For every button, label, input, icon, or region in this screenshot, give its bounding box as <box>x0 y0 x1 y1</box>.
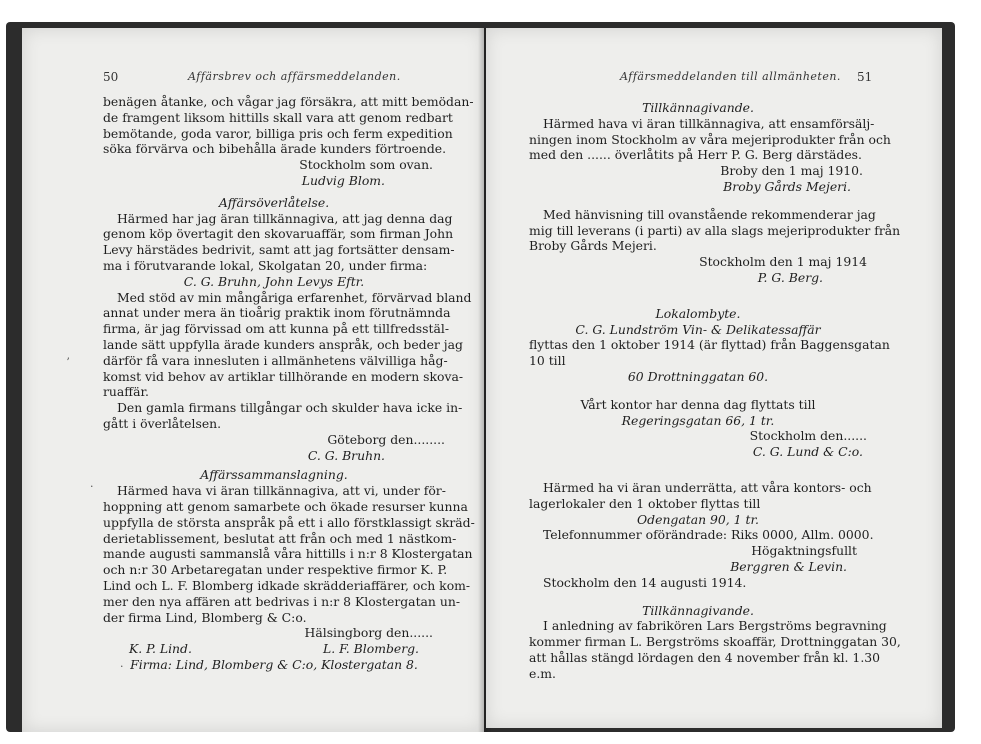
left-page-number: 50 <box>103 70 119 84</box>
right-running-head: Affärsmeddelanden till allmänheten. <box>620 70 841 83</box>
left-page-body <box>103 94 475 673</box>
signature-name: Berggren & Levin. <box>730 558 847 574</box>
signature-place: Hälsingborg den...... <box>304 625 433 641</box>
spacer <box>529 286 867 306</box>
section-heading: Tillkännagivande. <box>642 100 754 115</box>
firm-name: C. G. Bruhn, John Levys Eftr. <box>183 273 365 289</box>
address-line: Regeringsgatan 66, 1 tr. <box>621 412 775 428</box>
text-line: ruaffär. <box>103 384 149 400</box>
signature-name: P. G. Berg. <box>757 269 823 285</box>
text-line: Med hänvisning till ovanstående rekommenderar jag <box>543 206 876 222</box>
text-line: e.m. <box>529 665 556 681</box>
text-line: genom köp övertagit den skovaruaffär, som firman John <box>103 226 454 242</box>
text-line: derietablissement, beslutat att från och med 1 nästkom- <box>103 530 457 546</box>
text-line: benägen åtanke, och vågar jag försäkra, att mitt bemödan- <box>103 94 474 109</box>
text-line: mig till leverans (i parti) av alla slags mejeriprodukter från <box>529 222 901 238</box>
text-line: komst vid behov av artiklar tillhörande en modern skova- <box>103 368 464 384</box>
text-line: gått i överlåtelsen. <box>103 415 222 431</box>
margin-mark: · <box>120 660 124 673</box>
text-line: att hållas stängd lördagen den 4 november från kl. 1.30 <box>529 649 881 665</box>
text-line: Telefonnummer oförändrade: Riks 0000, Allm. 0000. <box>543 527 874 543</box>
text-line: mer den nya affären att bedrivas i n:r 8 Klostergatan un- <box>103 593 460 609</box>
spacer <box>529 195 867 207</box>
text-line: flyttas den 1 oktober 1914 (är flyttad) från Baggensgatan <box>529 337 890 353</box>
text-line: der firma Lind, Blomberg & C:o. <box>103 609 307 625</box>
signature-place: Göteborg den........ <box>327 431 445 447</box>
section-heading: Affärsöverlåtelse. <box>218 194 330 210</box>
text-line: Levy härstädes bedrivit, samt att jag fortsätter densam- <box>103 242 455 258</box>
left-running-head: Affärsbrev och affärsmeddelanden. <box>188 70 401 83</box>
signature-row <box>103 641 445 657</box>
text-line: Lind och L. F. Blomberg idkade skrädderiaffärer, och kom- <box>103 577 471 593</box>
text-line: kommer firman L. Bergströms skoaffär, Drottninggatan 30, <box>529 634 901 650</box>
section-heading: Affärssammanslagning. <box>200 467 348 483</box>
right-page-number: 51 <box>857 70 873 84</box>
text-line: ma i förutvarande lokal, Skolgatan 20, under firma: <box>103 257 428 273</box>
text-line: ningen inom Stockholm av våra mejeriprodukter från och <box>529 131 891 147</box>
spacer <box>529 460 867 480</box>
text-line: Den gamla firmans tillgångar och skulder hava icke in- <box>117 400 463 416</box>
text-line: annat under mera än tioårig praktik inom förutnämnda <box>103 305 451 321</box>
text-line: Broby Gårds Mejeri. <box>529 238 657 254</box>
text-line: de framgent liksom hittills skall vara att genom redbart <box>103 109 453 125</box>
signature-name: C. G. Bruhn. <box>307 447 385 463</box>
text-line: bemötande, goda varor, billiga pris och ferm expedition <box>103 125 453 141</box>
text-line: 10 till <box>529 353 566 369</box>
section-heading: Lokalombyte. <box>655 305 741 321</box>
text-line: lande sätt uppfylla ärade kunders anspråk, och beder jag <box>103 336 463 352</box>
signature-right: L. F. Blomberg. <box>323 641 419 657</box>
text-line: lagerlokaler den 1 oktober flyttas till <box>529 495 761 511</box>
text-line: firma, är jag förvissad om att kunna på ett tillfredsstäl- <box>103 321 450 337</box>
greeting: Högaktningsfullt <box>751 543 857 559</box>
signature-place: Stockholm som ovan. <box>299 157 433 173</box>
signature-place: Broby den 1 maj 1910. <box>720 163 863 179</box>
margin-mark: · <box>90 480 94 493</box>
firm-line: Firma: Lind, Blomberg & C:o, Klostergatan 8. <box>130 656 418 672</box>
signature-left: K. P. Lind. <box>129 641 192 657</box>
firm-name: C. G. Lundström Vin- & Delikatessaffär <box>575 321 821 337</box>
signature-name: Broby Gårds Mejeri. <box>723 178 851 194</box>
text-line: därför få vara innesluten i allmänhetens välvilliga håg- <box>103 352 448 368</box>
margin-mark: ʼ <box>66 356 70 369</box>
text-line: Med stöd av min mångåriga erfarenhet, förvärvad bland <box>117 289 472 305</box>
signature-name: Ludvig Blom. <box>301 172 385 188</box>
spacer <box>529 591 867 603</box>
section-heading: Tillkännagivande. <box>642 602 754 618</box>
text-line: och n:r 30 Arbetaregatan under respektive firmor K. P. <box>103 562 448 578</box>
address-line: Odengatan 90, 1 tr. <box>637 511 759 527</box>
signature-place: Stockholm den...... <box>749 428 867 444</box>
signature-place: Stockholm den 1 maj 1914 <box>699 254 867 270</box>
text-line: söka förvärva och bibehålla ärade kunders förtroende. <box>103 141 447 157</box>
text-line: mande augusti sammanslå våra hittills i n:r 8 Klostergatan <box>103 546 473 562</box>
signature-name: C. G. Lund & C:o. <box>752 444 863 460</box>
address-line: 60 Drottninggatan 60. <box>627 368 769 384</box>
text-line: Stockholm den 14 augusti 1914. <box>543 574 747 590</box>
text-line: Härmed hava vi äran tillkännagiva, att vi, under för- <box>117 483 446 499</box>
text-line: hoppning att genom samarbete och ökade resurser kunna <box>103 498 468 514</box>
text-line: Härmed ha vi äran underrätta, att våra kontors- och <box>543 479 872 495</box>
text-line: uppfylla de största anspråk på ett i allo förstklassigt skräd- <box>103 514 475 530</box>
spacer <box>529 385 867 397</box>
text-line: Härmed har jag äran tillkännagiva, att jag denna dag <box>117 210 453 226</box>
text-line: I anledning av fabrikören Lars Bergströms begravning <box>543 618 887 634</box>
right-page-body <box>529 100 901 682</box>
text-line: Härmed hava vi äran tillkännagiva, att ensamförsälj- <box>543 115 875 131</box>
text-line: Vårt kontor har denna dag flyttats till <box>580 396 816 412</box>
text-line: med den ...... överlåtits på Herr P. G. Berg därstädes. <box>529 147 862 163</box>
